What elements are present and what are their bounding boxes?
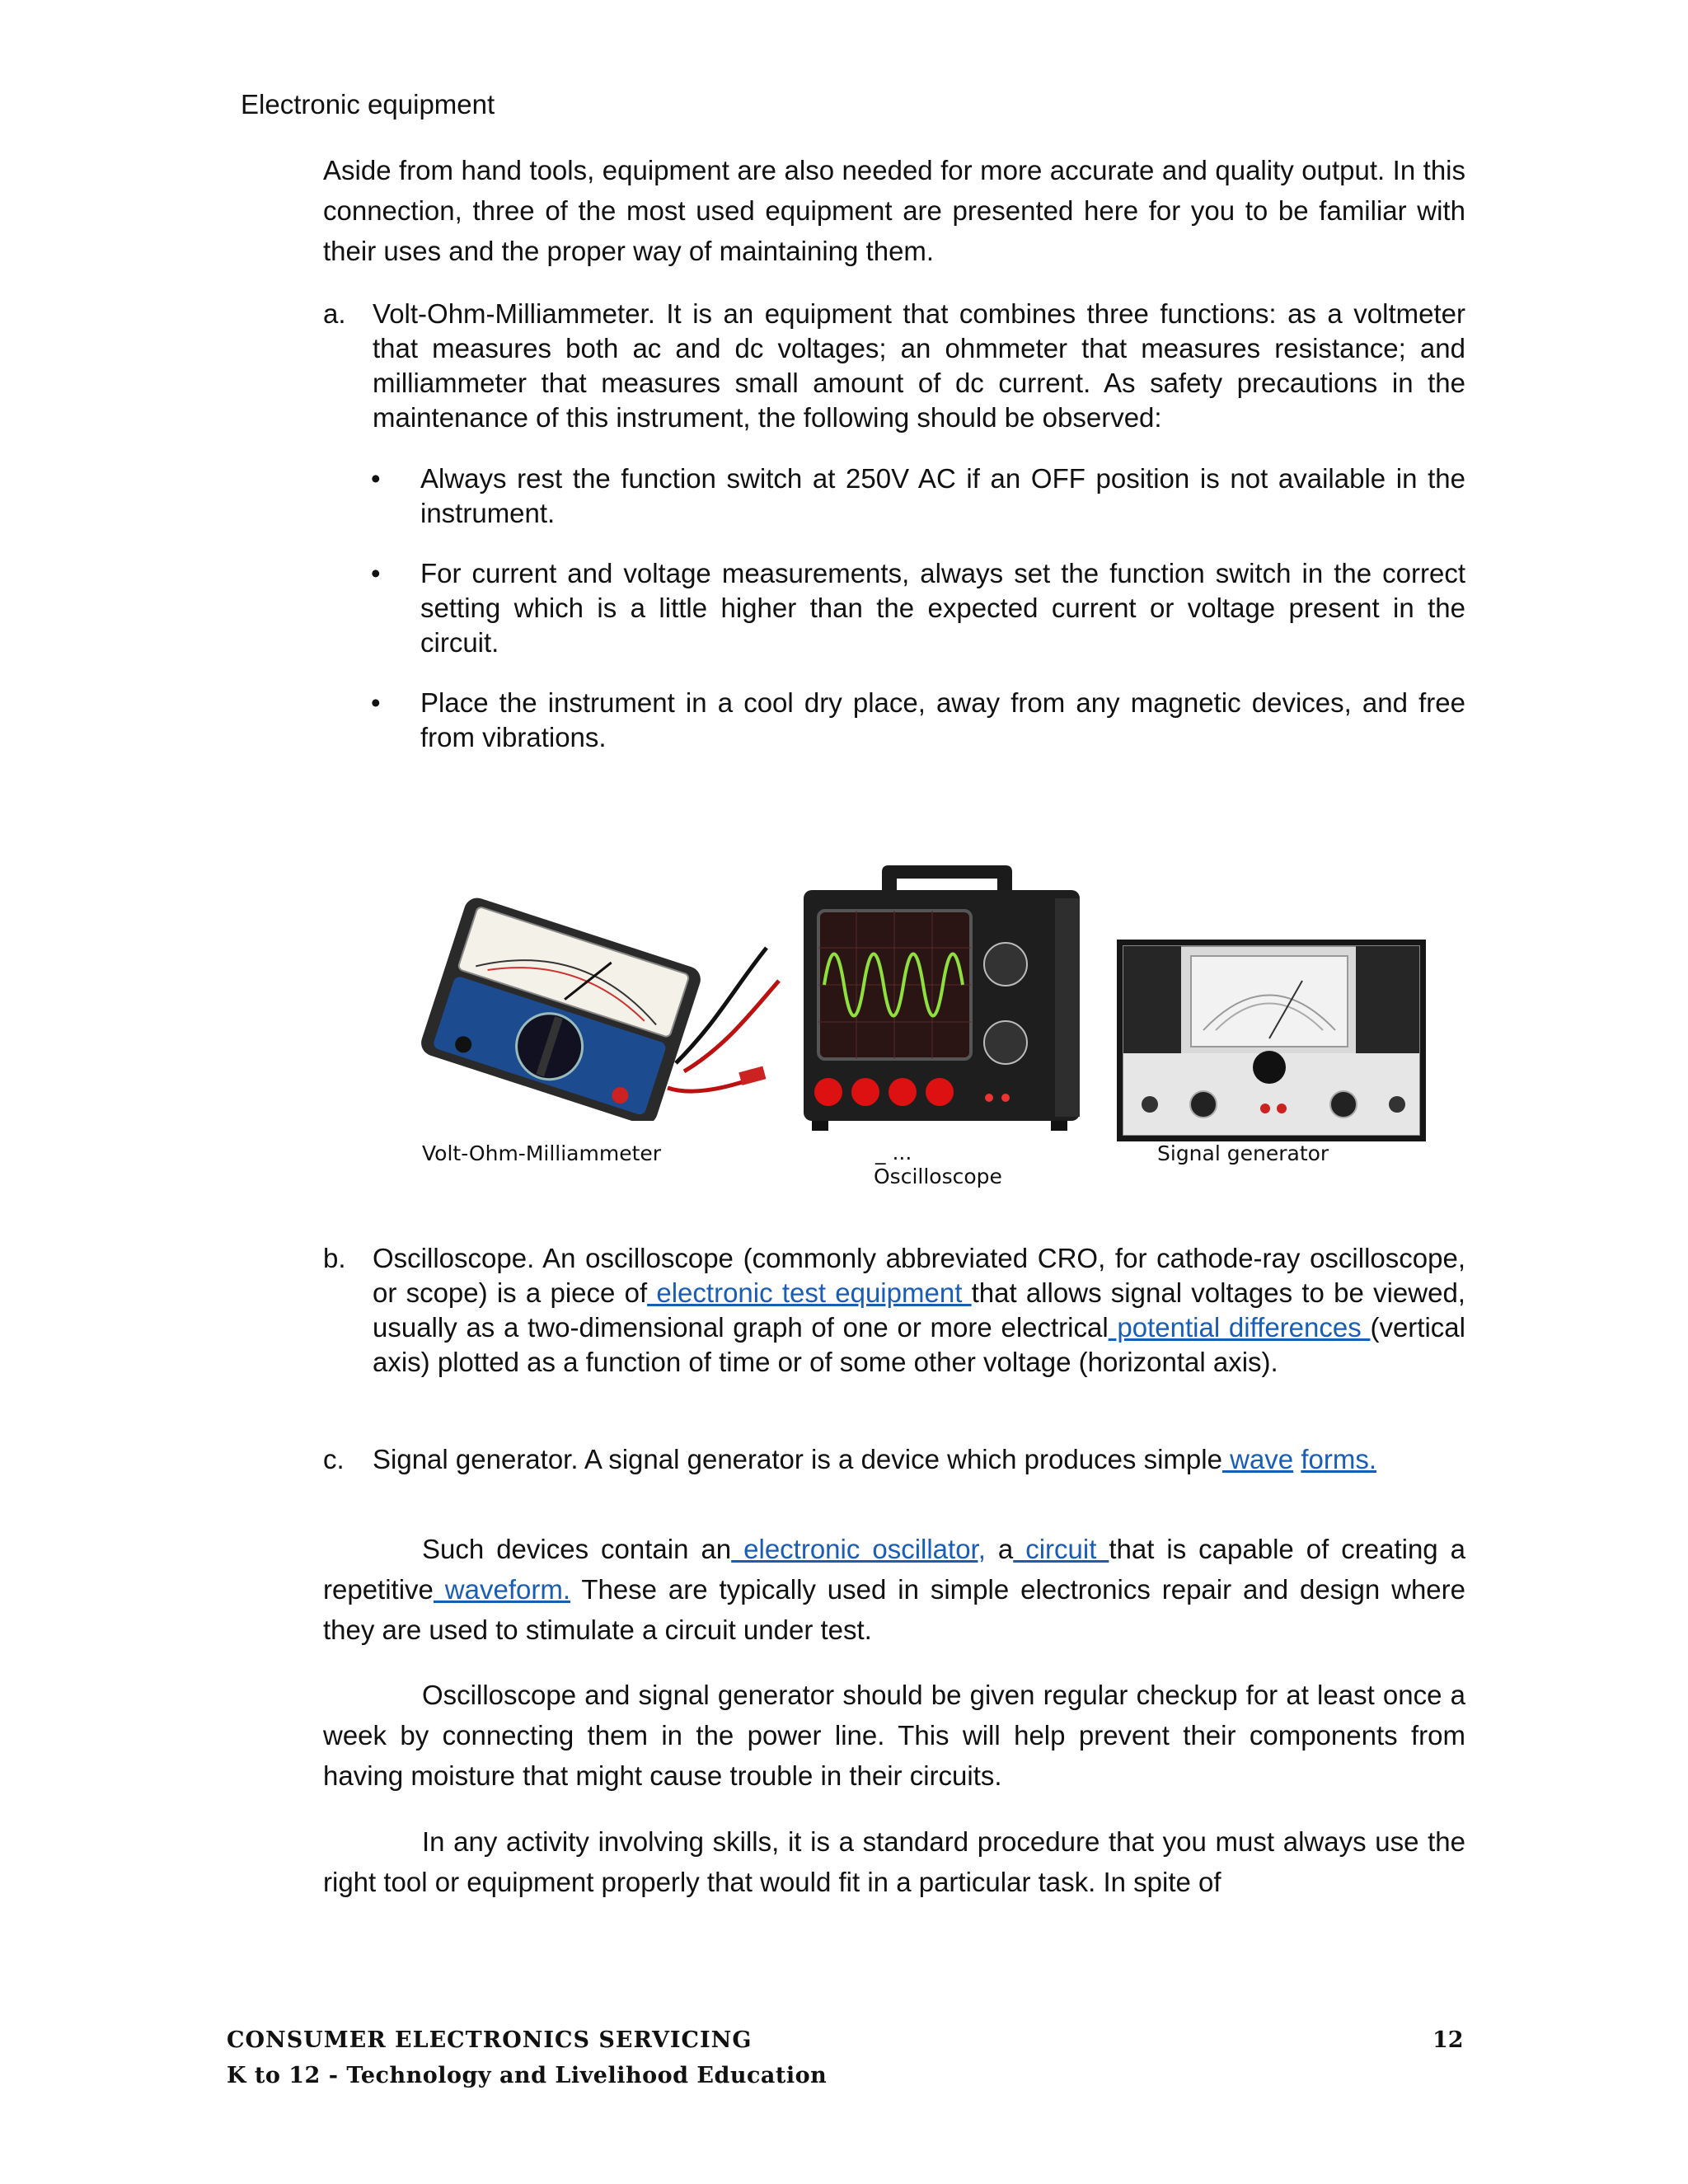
link-potential-differences[interactable]: potential differences — [1108, 1312, 1371, 1343]
page-number: 12 — [1432, 2027, 1464, 2053]
list-item-b — [323, 1241, 1465, 1380]
bullet-item — [371, 462, 1465, 531]
list-item-a-text: Volt-Ohm-Milliammeter. It is an equipment that combines three functions: as a voltmeter that measures both ac and dc voltages; an ohmmeter that measures resistance; and milliammeter that measures small amount of dc current. As safety precautions in the maintenance of this instrument, the following should be observed: — [373, 298, 1465, 433]
footer-title: CONSUMER ELECTRONICS SERVICING — [227, 2027, 753, 2053]
skills-paragraph: In any activity involving skills, it is a standard procedure that you must always use the right tool or equipment properly that would fit in a particular task. In spite of — [323, 1826, 1465, 1897]
list-marker-b: b. — [323, 1243, 346, 1273]
link-forms[interactable]: forms. — [1301, 1444, 1377, 1474]
list-item-a — [323, 297, 1465, 435]
signal-generator-image — [1117, 940, 1426, 1141]
list-item-b-text: Oscilloscope. An oscilloscope (commonly abbreviated CRO, for cathode-ray oscilloscope, or scope) is a piece of electronic test equipment that allows signal voltages to be viewed, usually as a two-dimensional graph of one or more electrical potential differences (vertical axis) plotted as a function of time or of some other voltage (horizontal axis). — [373, 1243, 1465, 1377]
devices-paragraph: Such devices contain an electronic oscillator, a circuit that is capable of creating a repetitive waveform. These are typically used in simple electronics repair and design where they are used to stimulate a circuit under test. — [323, 1534, 1465, 1645]
bullet-text: Always rest the function switch at 250V AC if an OFF position is not available in the instrument. — [420, 463, 1465, 528]
list-item-c-text: Signal generator. A signal generator is a device which produces simple wave forms. — [373, 1444, 1377, 1474]
vom-caption: Volt-Ohm-Milliammeter — [422, 1141, 662, 1165]
checkup-paragraph: Oscilloscope and signal generator should be given regular checkup for at least once a week by connecting them in the power line. This will help prevent their components from having moisture that might cause trouble in their circuits. — [323, 1680, 1465, 1791]
intro-paragraph: Aside from hand tools, equipment are also needed for more accurate and quality output. In this connection, three of the most used equipment are presented here for you to be familiar with their uses and the proper way of maintaining them. — [323, 155, 1465, 266]
section-heading: Electronic equipment — [241, 89, 495, 120]
footer-subtitle: K to 12 - Technology and Livelihood Education — [227, 2063, 828, 2088]
bullet-dot: • — [371, 463, 381, 494]
bullet-text: For current and voltage measurements, always set the function switch in the correct setting which is a little higher than the expected current or voltage present in the circuit. — [420, 558, 1465, 658]
link-wave[interactable]: wave — [1221, 1444, 1294, 1474]
oscilloscope-caption-mark: _ ... — [875, 1141, 912, 1165]
oscilloscope-caption: Oscilloscope — [874, 1165, 1002, 1188]
bullet-dot: • — [371, 687, 381, 718]
bullet-item — [371, 556, 1465, 660]
list-item-c — [323, 1442, 1465, 1477]
volt-ohm-milliammeter-image — [404, 890, 783, 1121]
bullet-item — [371, 686, 1465, 755]
list-marker-a: a. — [323, 298, 346, 329]
bullet-text: Place the instrument in a cool dry place, away from any magnetic devices, and free from vibrations. — [420, 687, 1465, 752]
bullet-dot: • — [371, 558, 381, 588]
signal-generator-caption: Signal generator — [1157, 1141, 1329, 1165]
list-marker-c: c. — [323, 1444, 345, 1474]
oscilloscope-image — [804, 865, 1084, 1133]
link-electronic-test-equipment[interactable]: electronic test equipment — [647, 1277, 972, 1308]
link-circuit[interactable]: circuit — [1013, 1534, 1109, 1564]
link-electronic-oscillator[interactable]: electronic oscillator, — [731, 1534, 986, 1564]
link-waveform[interactable]: waveform. — [433, 1574, 571, 1605]
